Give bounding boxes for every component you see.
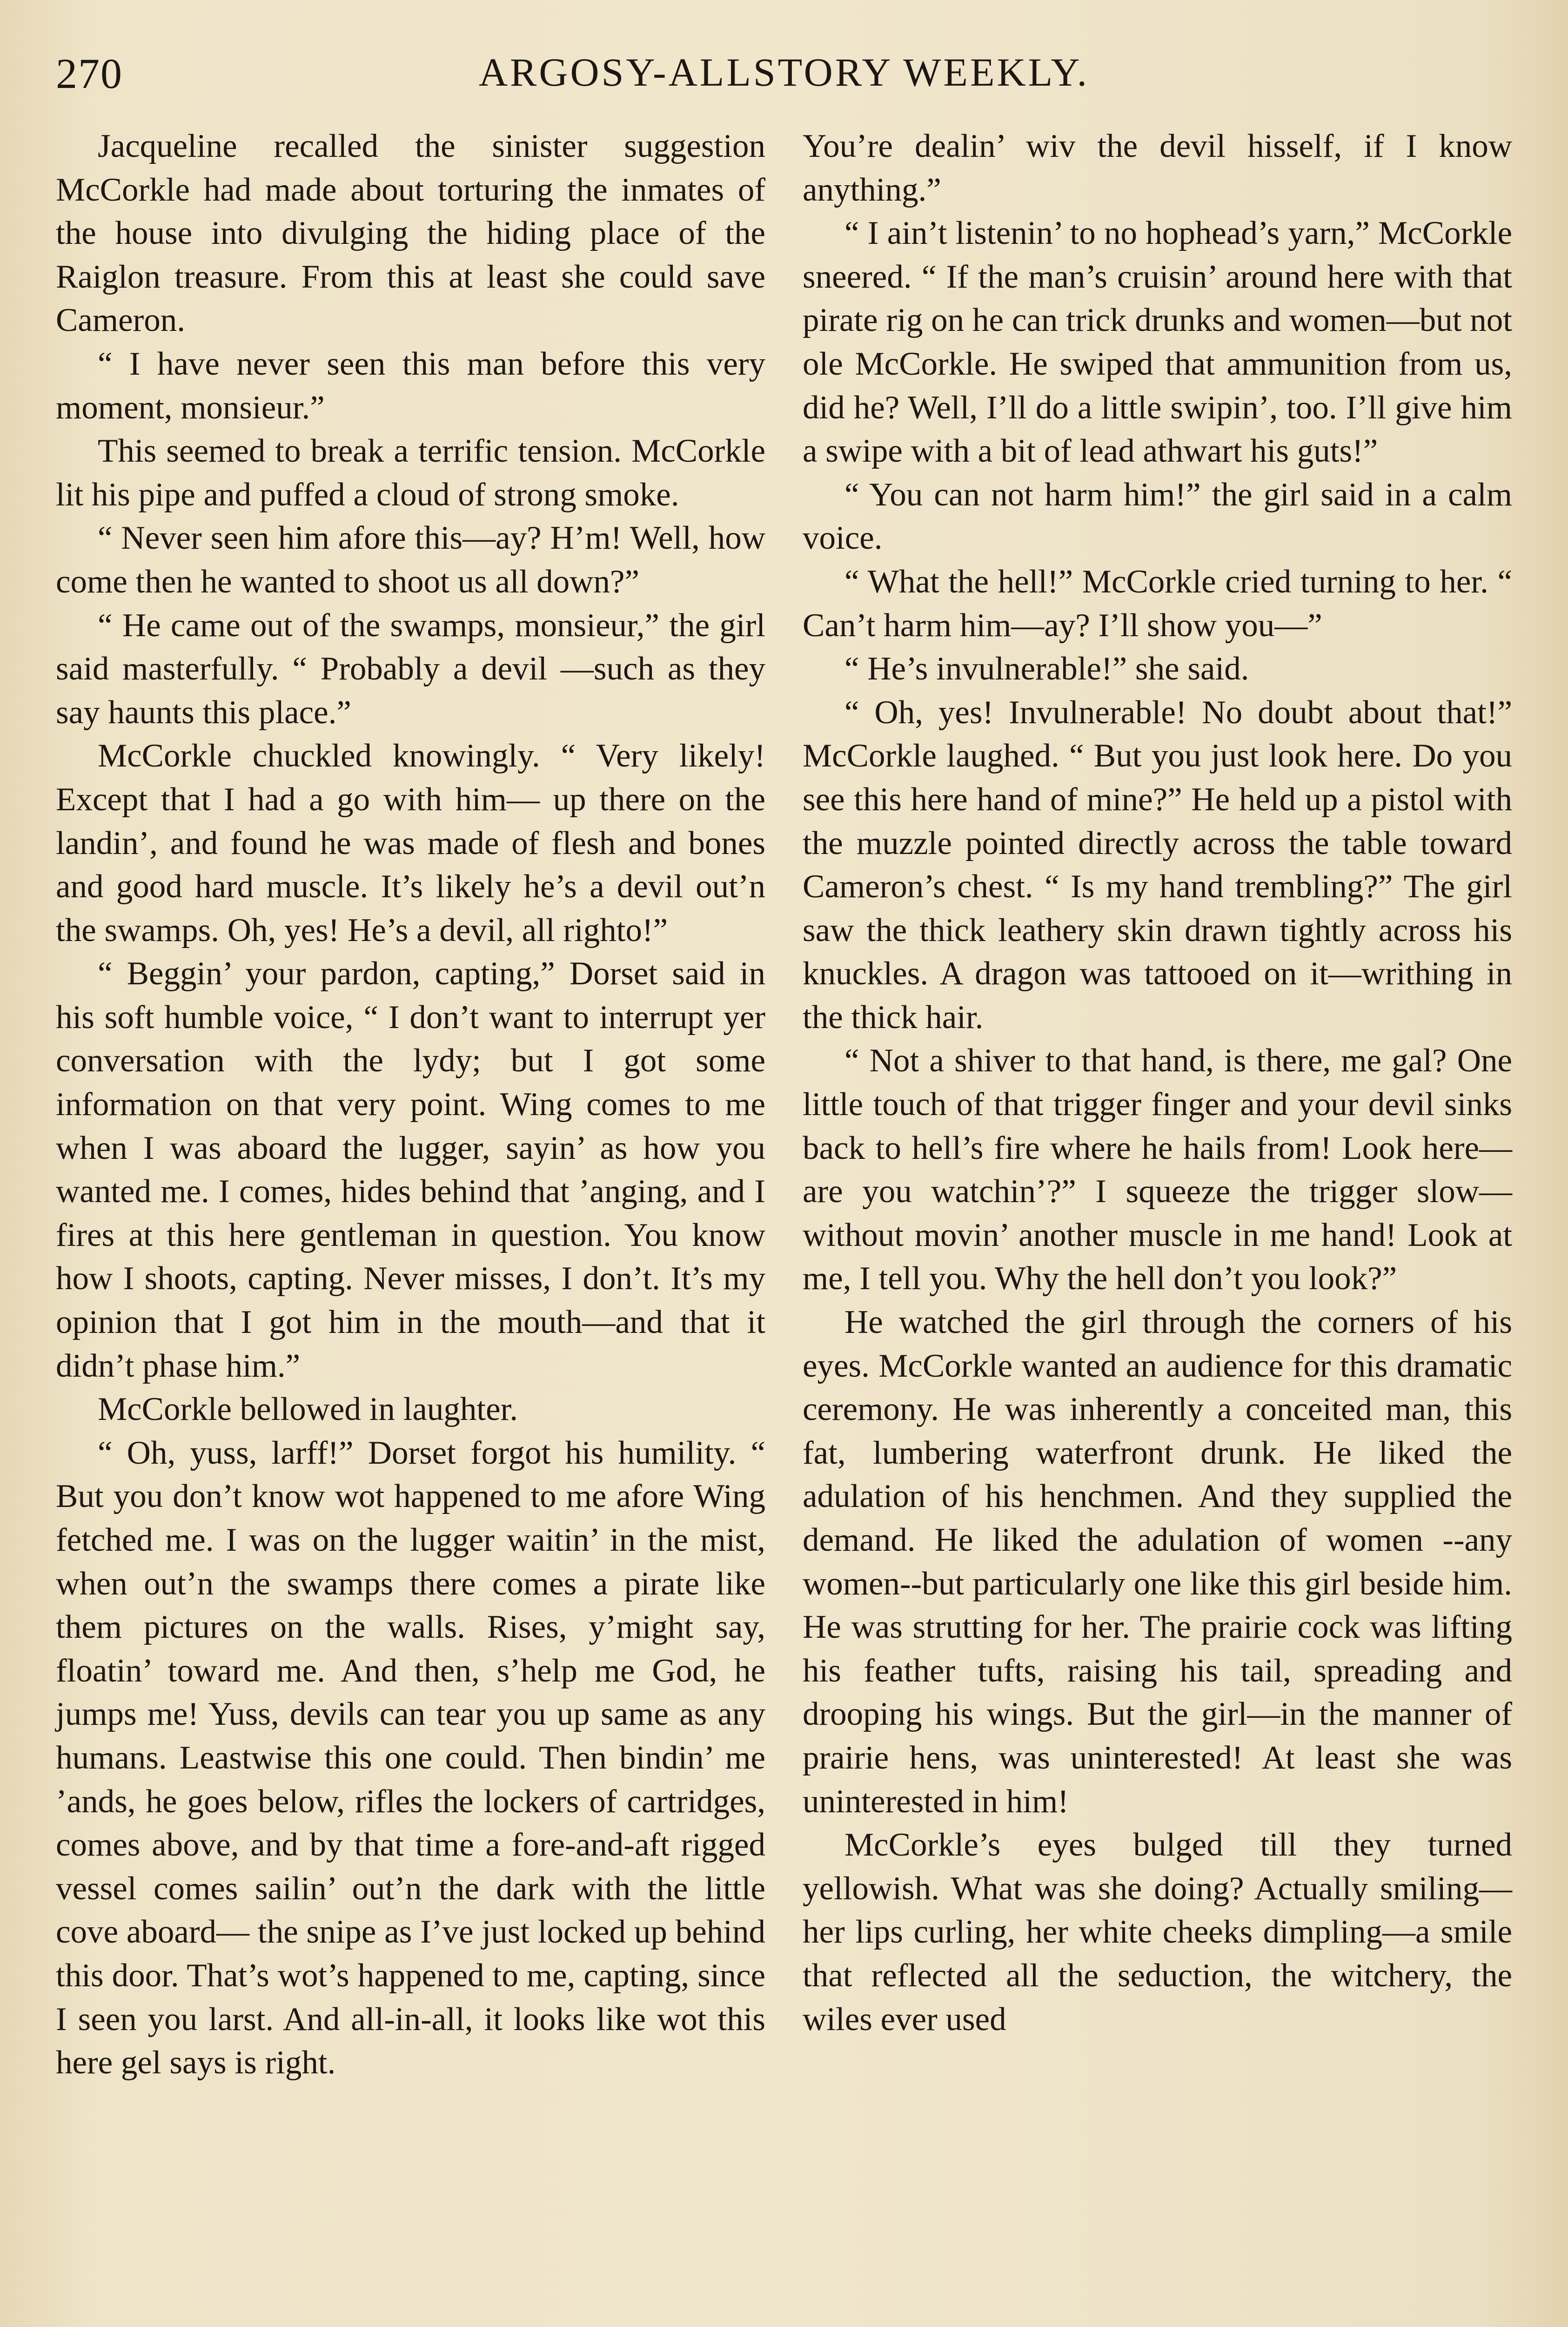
- right-column: [803, 125, 1512, 2041]
- paragraph: McCorkle bellowed in laughter.: [98, 1391, 518, 1428]
- paragraph: “ Oh, yuss, larff!” Dorset forgot his humility. “ But you don’t know wot happened to me afore Wing fetched me. I was on the lugger waitin’ in the mist, when out’n the swamps there comes a pirate like them pictures on the walls. Rises, y’might say, floatin’ toward me. And then, s’help me God, he jumps me! Yuss, devils can tear you up same as any humans. Leastwise this one could. Then bindin’ me ’ands, he goes below, rifles the lockers of cartridges, comes above, and by that time a fore-and-aft rigged vessel comes sailin’ out’n the dark with the little cove aboard— the snipe as I’ve just locked up behind this door. That’s wot’s happened to me, capting, since I seen you larst. And all-in-all, it looks like wot this here gel says is right.: [56, 1434, 765, 2081]
- paragraph: “ Beggin’ your pardon, capting,” Dorset said in his soft humble voice, “ I don’t want to interrupt yer conversation with the lydy; but I got some information on that very point. Wing comes to me when I was aboard the lugger, sayin’ as how you wanted me. I comes, hides behind that ’anging, and I fires at this here gentleman in question. You know how I shoots, capting. Never misses, I don’t. It’s my opinion that I got him in the mouth—and that it didn’t phase him.”: [56, 955, 765, 1384]
- paragraph: Jacqueline recalled the sinister suggestion McCorkle had made about torturing the inmates of the house into divulging the hiding place of the Raiglon treasure. From this at least she could save Cameron.: [56, 128, 765, 339]
- paragraph: “ Not a shiver to that hand, is there, me gal? One little touch of that trigger finger and your devil sinks back to hell’s fire where he hails from! Look here—are you watchin’?” I squeeze the trigger slow— without movin’ another muscle in me hand! Look at me, I tell you. Why the hell don’t you look?”: [803, 1042, 1512, 1297]
- paragraph: McCorkle’s eyes bulged till they turned yellowish. What was she doing? Actually smiling—her lips curling, her white cheeks dimpling—a smile that reflected all the seduction, the witchery, the wiles ever used: [803, 1827, 1512, 2038]
- page-header: [56, 49, 1512, 100]
- paragraph: “ You can not harm him!” the girl said in a calm voice.: [803, 476, 1512, 557]
- paragraph: You’re dealin’ wiv the devil hisself, if I know anything.”: [803, 128, 1512, 208]
- paragraph: He watched the girl through the corners of his eyes. McCorkle wanted an audience for this dramatic ceremony. He was inherently a conceited man, this fat, lumbering waterfront drunk. He liked the adulation of his henchmen. And they supplied the demand. He liked the adulation of women --any women--but particularly one like this girl beside him. He was strutting for her. The prairie cock was lifting his feather tufts, raising his tail, spreading and drooping his wings. But the girl—in the manner of prairie hens, was uninterested! At least she was uninterested in him!: [803, 1304, 1512, 1820]
- paragraph: This seemed to break a terrific tension. McCorkle lit his pipe and puffed a cloud of strong smoke.: [56, 433, 765, 513]
- running-head: ARGOSY-ALLSTORY WEEKLY.: [478, 50, 1090, 94]
- paragraph: “ He’s invulnerable!” she said.: [844, 651, 1249, 687]
- left-column: [56, 125, 765, 2085]
- paragraph: “ I have never seen this man before this very moment, monsieur.”: [56, 345, 765, 426]
- paragraph: “ He came out of the swamps, monsieur,” the girl said masterfully. “ Probably a devil —such as they say haunts this place.”: [56, 607, 765, 731]
- paragraph: “ I ain’t listenin’ to no hophead’s yarn,” McCorkle sneered. “ If the man’s cruisin’ around here with that pirate rig on he can trick drunks and women—but not ole McCorkle. He swiped that ammunition from us, did he? Well, I’ll do a little swipin’, too. I’ll give him a swipe with a bit of lead athwart his guts!”: [803, 215, 1512, 470]
- paragraph: “ Oh, yes! Invulnerable! No doubt about that!” McCorkle laughed. “ But you just look here. Do you see this here hand of mine?” He held up a pistol with the muzzle pointed directly across the table toward Cameron’s chest. “ Is my hand trembling?” The girl saw the thick leathery skin drawn tightly across his knuckles. A dragon was tattooed on it—writhing in the thick hair.: [803, 694, 1512, 1036]
- paragraph: “ What the hell!” McCorkle cried turning to her. “ Can’t harm him—ay? I’ll show you—”: [803, 563, 1512, 644]
- paragraph: “ Never seen him afore this—ay? H’m! Well, how come then he wanted to shoot us all down?”: [56, 520, 765, 600]
- paragraph: McCorkle chuckled knowingly. “ Very likely! Except that I had a go with him— up there on the landin’, and found he was made of flesh and bones and good hard muscle. It’s likely he’s a devil out’n the swamps. Oh, yes! He’s a devil, all righto!”: [56, 738, 765, 948]
- page-number: 270: [56, 50, 123, 97]
